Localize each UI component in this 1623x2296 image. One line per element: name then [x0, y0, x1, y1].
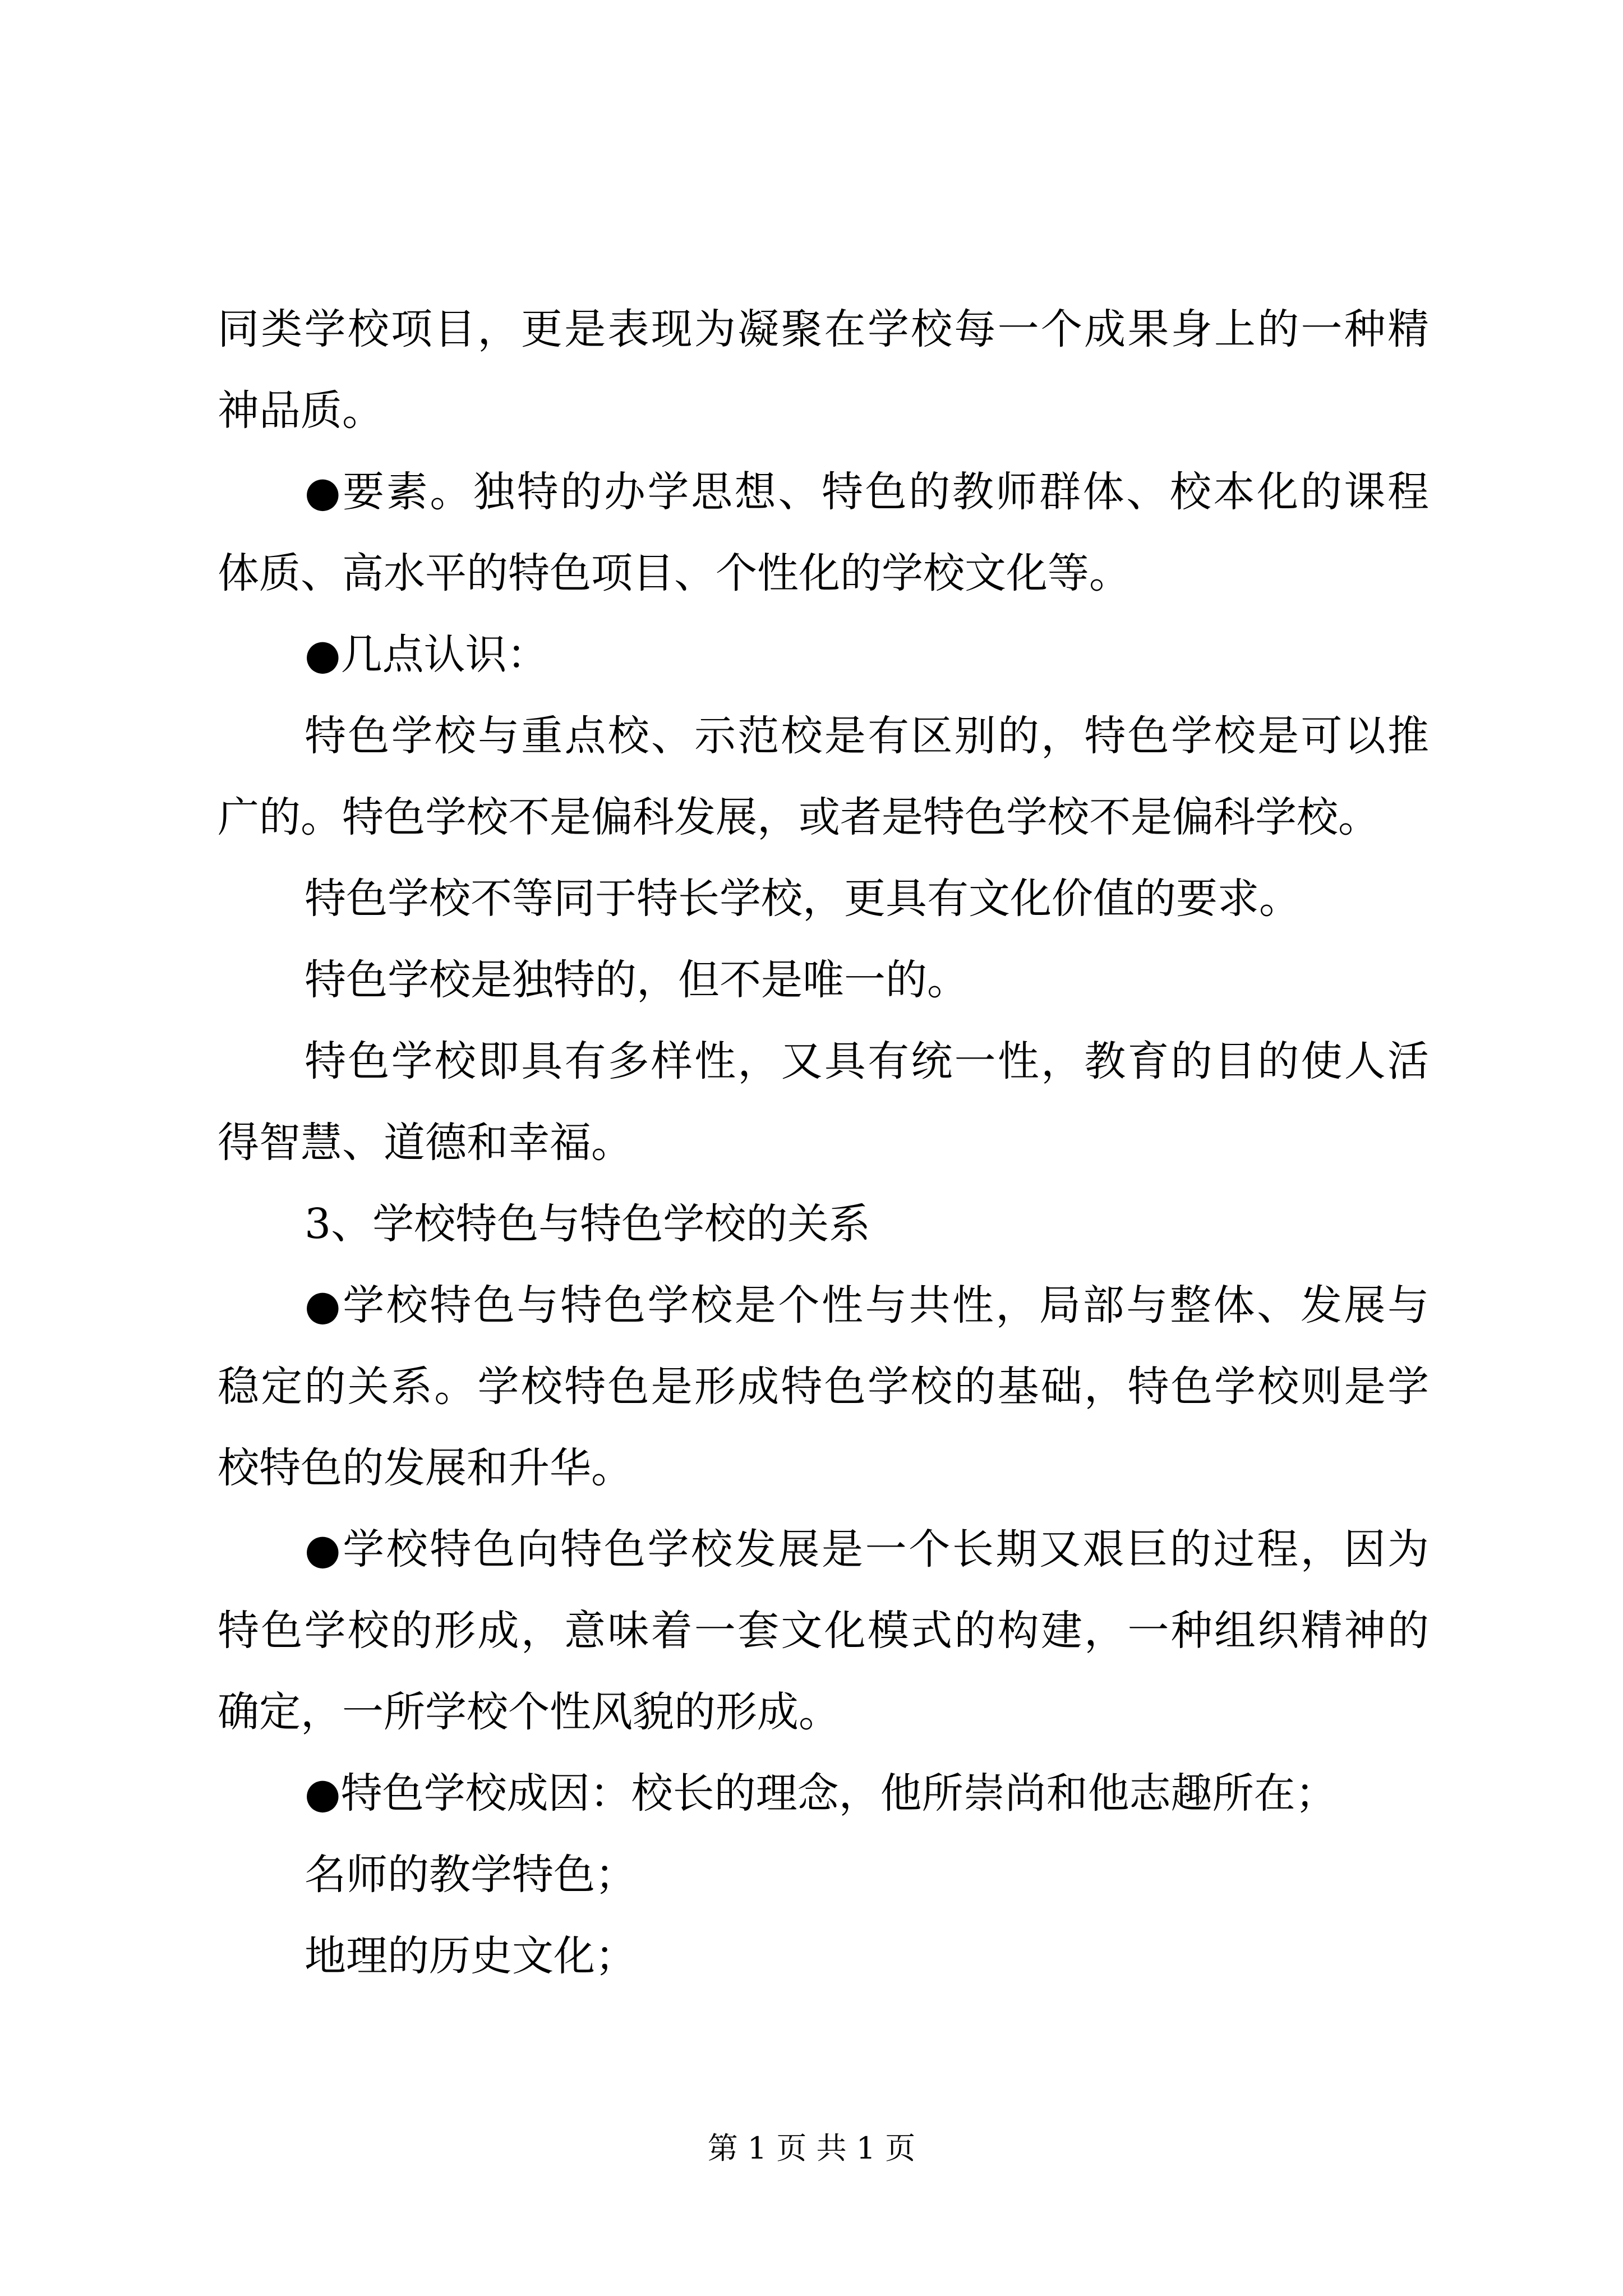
text-line: 特色学校是独特的，但不是唯一的。 — [305, 956, 969, 1004]
text-line: ●学校特色与特色学校是个性与共性，局部与整体、发展与 — [305, 1281, 1429, 1329]
text-line: 体质、高水平的特色项目、个性化的学校文化等。 — [218, 549, 1131, 597]
text-line: 名师的教学特色； — [305, 1851, 637, 1899]
document-body — [218, 289, 1429, 1997]
text-line: 特色学校的形成，意味着一套文化模式的构建，一种组织精神的 — [218, 1607, 1429, 1655]
text-line: 神品质。 — [218, 386, 384, 435]
text-line: 稳定的关系。学校特色是形成特色学校的基础，特色学校则是学 — [218, 1363, 1429, 1411]
text-line: 特色学校即具有多样性，又具有统一性，教育的目的使人活 — [305, 1037, 1429, 1085]
text-line: 校特色的发展和升华。 — [218, 1444, 633, 1492]
text-line: 同类学校项目，更是表现为凝聚在学校每一个成果身上的一种精 — [218, 305, 1429, 353]
text-line: 地理的历史文化； — [305, 1932, 637, 1980]
page-number-footer: 第 1 页 共 1 页 — [707, 2131, 916, 2166]
text-line: ●学校特色向特色学校发展是一个长期又艰巨的过程，因为 — [305, 1525, 1429, 1573]
text-line: ●特色学校成因：校长的理念，他所崇尚和他志趣所在； — [305, 1769, 1337, 1818]
text-line: 得智慧、道德和幸福。 — [218, 1119, 633, 1167]
text-line: 确定，一所学校个性风貌的形成。 — [218, 1688, 840, 1736]
section-heading: 3、学校特色与特色学校的关系 — [305, 1200, 871, 1248]
text-line: 特色学校与重点校、示范校是有区别的，特色学校是可以推 — [305, 712, 1429, 760]
text-line: ●几点认识： — [305, 631, 548, 679]
text-line: 广的。特色学校不是偏科发展，或者是特色学校不是偏科学校。 — [218, 793, 1380, 841]
text-line: 特色学校不等同于特长学校，更具有文化价值的要求。 — [305, 875, 1301, 923]
text-line: ●要素。独特的办学思想、特色的教师群体、校本化的课程 — [305, 468, 1429, 516]
